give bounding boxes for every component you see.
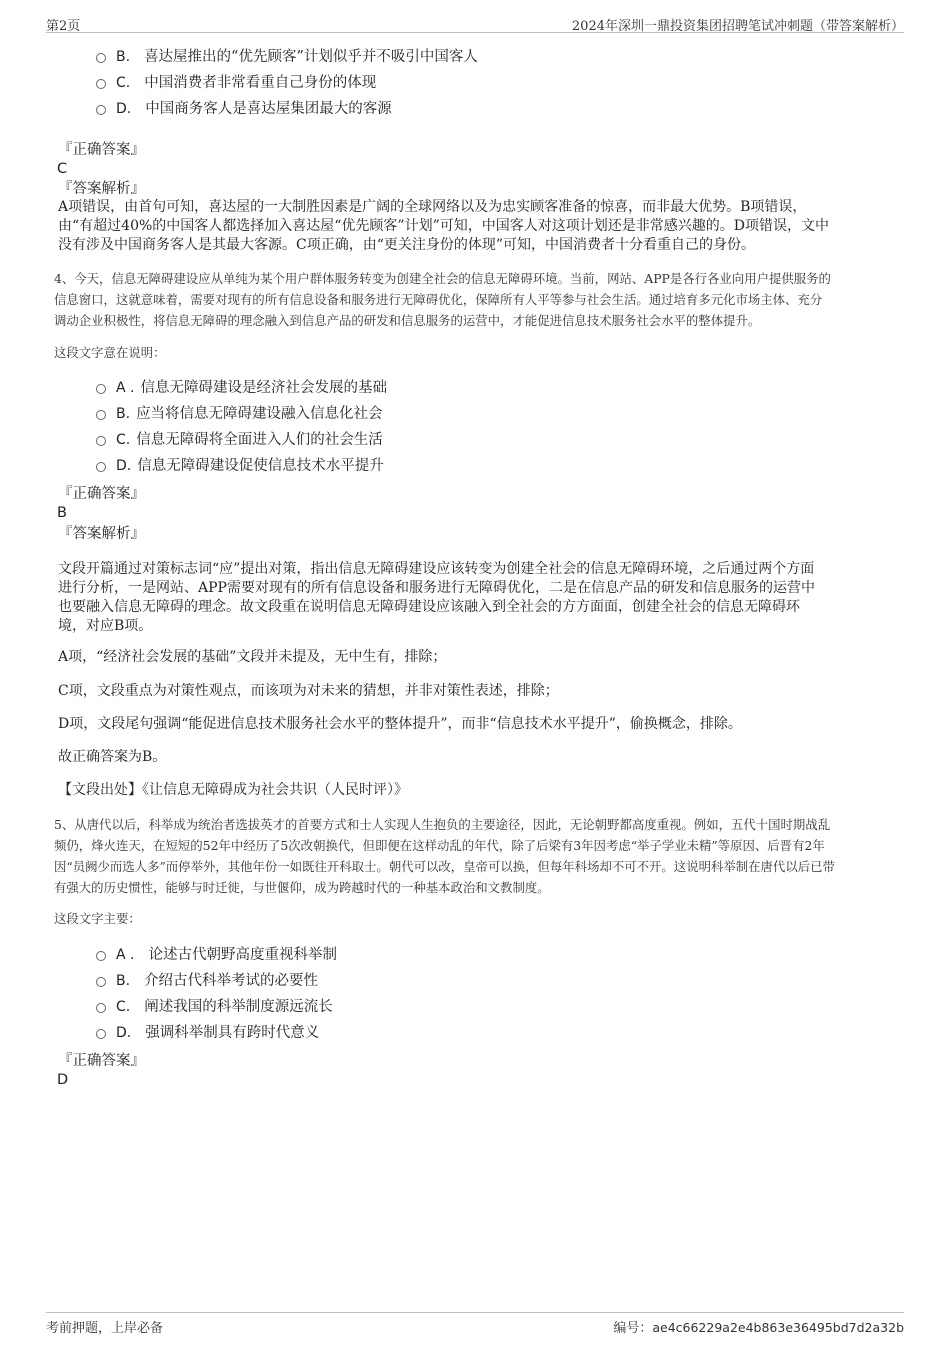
q4-option-c[interactable]: C. 信息无障碍将全面进入人们的社会生活 <box>96 430 383 450</box>
document-title: 2024年深圳一鼎投资集团招聘笔试冲刺题（带答案解析） <box>571 19 904 34</box>
radio-icon[interactable] <box>96 384 106 394</box>
radio-icon[interactable] <box>96 53 106 63</box>
q4-answer: B <box>57 505 67 521</box>
radio-icon[interactable] <box>96 1029 106 1039</box>
q5-option-b[interactable]: B. 介绍古代科举考试的必要性 <box>96 971 318 991</box>
page-header <box>46 12 904 33</box>
q3-option-c[interactable]: C. 中国消费者非常看重自己身份的体现 <box>96 73 376 93</box>
q5-answer: D <box>57 1072 69 1088</box>
radio-icon[interactable] <box>96 79 106 89</box>
radio-icon[interactable] <box>96 462 106 472</box>
q4-analysis-c: C项，文段重点为对策性观点，而该项为对未来的猜想，并非对策性表述，排除； <box>58 683 559 699</box>
footer-code-value: ae4c66229a2e4b863e36495bd7d2a32b <box>652 1320 904 1335</box>
radio-icon[interactable] <box>96 410 106 420</box>
q4-prompt: 这段文字意在说明： <box>54 345 166 360</box>
q4-answer-label: 『正确答案』 <box>58 486 145 502</box>
q3-answer-label: 『正确答案』 <box>58 142 145 158</box>
q4-analysis-d: D项，文段尾句强调“能促进信息技术服务社会水平的整体提升”，而非“信息技术水平提升”，偷换概念，排除。 <box>58 716 742 732</box>
radio-icon[interactable] <box>96 105 106 115</box>
q5-answer-label: 『正确答案』 <box>58 1053 145 1069</box>
footer-slogan: 考前押题，上岸必备 <box>46 1321 164 1336</box>
q4-option-a[interactable]: A . 信息无障碍建设是经济社会发展的基础 <box>96 378 387 398</box>
q5-text: 5、从唐代以后，科举成为统治者选拔英才的首要方式和士人实现人生抱负的主要途径，因此，无论朝野都高度重视。例如，五代十国时期战乱 频仍，烽火连天，在短短的52年中经历了5次改朝换代，但即便在这样动乱的年代，除了后梁有3年因考虑“举子学业未精”等原因、后晋有2年 因“员阙少而选人多”而停举外，其他年份一如既往开科取士。朝代可以改，皇帝可以换，但每年科场却不可不开。这说明科举制在唐代以后已带 有强大的历史惯性，能够与时迁徙，与世偃仰，成为跨越时代的一种基本政治和文教制度。 <box>54 817 835 895</box>
q4-text: 4、今天，信息无障碍建设应从单纯为某个用户群体服务转变为创建全社会的信息无障碍环境。当前，网站、APP是各行各业向用户提供服务的 信息窗口，这就意味着，需要对现有的所有信息设备和服务进行无障碍优化，保障所有人平等参与社会生活。通过培育多元化市场主体、充分 调动企业积极性，将信息无障碍的理念融入到信息产品的研发和信息服务的运营中，才能促进信息技术服务社会水平的整体提升。 <box>54 271 831 328</box>
q5-option-d[interactable]: D. 强调科举制具有跨时代意义 <box>96 1023 319 1043</box>
radio-icon[interactable] <box>96 951 106 961</box>
q4-analysis-a: A项，“经济社会发展的基础”文段并未提及，无中生有，排除； <box>58 649 447 665</box>
q5-option-a[interactable]: A . 论述古代朝野高度重视科举制 <box>96 945 337 965</box>
radio-icon[interactable] <box>96 977 106 987</box>
radio-icon[interactable] <box>96 436 106 446</box>
q3-option-b[interactable]: B. 喜达屋推出的“优先顾客”计划似乎并不吸引中国客人 <box>96 47 478 67</box>
q4-analysis-label: 『答案解析』 <box>58 526 145 542</box>
page-number: 第2页 <box>46 19 81 34</box>
q3-analysis: A项错误，由首句可知，喜达屋的一大制胜因素是广阔的全球网络以及为忠实顾客准备的惊喜，而非最大优势。B项错误， 由“有超过40%的中国客人都选择加入喜达屋“优先顾客”计划”可知，中国客人对这项计划还是非常感兴趣的。D项错误，文中 没有涉及中国商务客人是其最大客源。C项正确，由“更关注身份的体现”可知，中国消费者十分看重自己的身份。 <box>58 199 829 253</box>
footer-code <box>613 1317 904 1336</box>
footer-code-label: 编号： <box>613 1321 653 1336</box>
radio-icon[interactable] <box>96 1003 106 1013</box>
q4-option-d[interactable]: D. 信息无障碍建设促使信息技术水平提升 <box>96 456 384 476</box>
q3-answer: C <box>57 161 68 177</box>
q4-source: 【文段出处】《让信息无障碍成为社会共识（人民时评）》 <box>58 782 408 798</box>
q3-option-d[interactable]: D. 中国商务客人是喜达屋集团最大的客源 <box>96 99 392 119</box>
q4-option-b[interactable]: B. 应当将信息无障碍建设融入信息化社会 <box>96 404 383 424</box>
q5-prompt: 这段文字主要： <box>54 911 141 926</box>
q3-analysis-label: 『答案解析』 <box>58 181 145 197</box>
page-footer <box>46 1312 904 1335</box>
q5-option-c[interactable]: C. 阐述我国的科举制度源远流长 <box>96 997 333 1017</box>
q4-conclusion: 故正确答案为B。 <box>58 749 167 765</box>
q4-analysis-main: 文段开篇通过对策标志词“应”提出对策，指出信息无障碍建设应该转变为创建全社会的信息无障碍环境，之后通过两个方面 进行分析，一是网站、APP需要对现有的所有信息设备和服务进行无障碍优化，二是在信息产品的研发和信息服务的运营中 也要融入信息无障碍的理念。故文段重在说明信息无障碍建设应该融入到全社会的方方面面，创建全社会的信息无障碍环 境，对应B项。 <box>58 561 815 634</box>
